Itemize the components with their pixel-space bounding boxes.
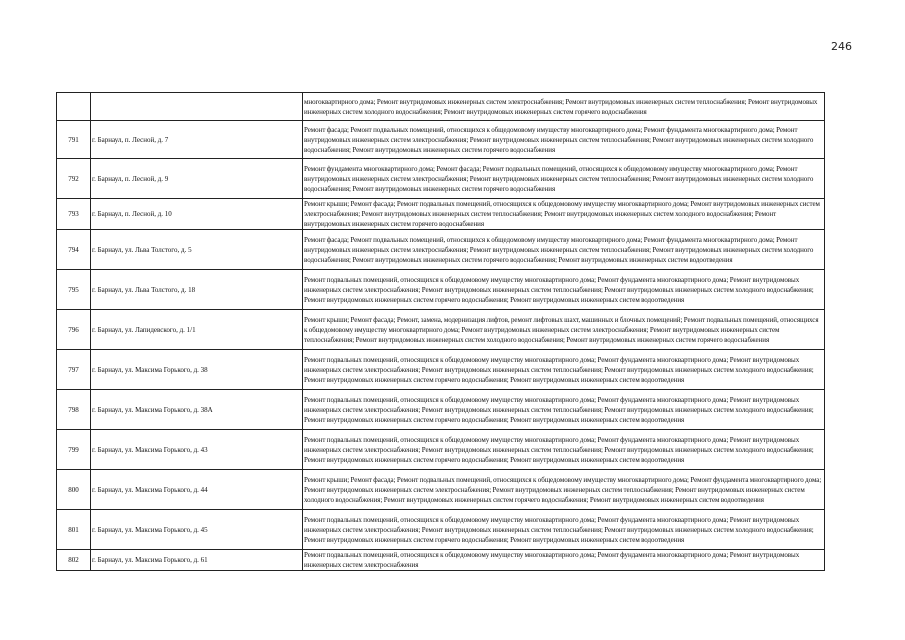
row-works: Ремонт подвальных помещений, относящихся к общедомовому имуществу многоквартирного дома; Ремонт фундамента многоквартирного дома; Ремонт внутридомовых инженерных систем электроснабжения [303, 550, 825, 571]
row-works: Ремонт фасада; Ремонт подвальных помещений, относящихся к общедомовому имуществу многоквартирного дома; Ремонт фундамента многоквартирного дома; Ремонт внутридомовых инженерных систем электроснабжения; Ремонт внутридомовых инженерных систем теплоснабжения; Ремонт внутридомовых инженерных систем холодного водоснабжения; Ремонт внутридомовых инженерных систем горячего водоснабжения; Ремонт внутридомовых инженерных систем водоотведения [303, 230, 825, 270]
registry-body [57, 93, 825, 571]
row-works: Ремонт подвальных помещений, относящихся к общедомовому имуществу многоквартирного дома; Ремонт фундамента многоквартирного дома; Ремонт внутридомовых инженерных систем электроснабжения; Ремонт внутридомовых инженерных систем теплоснабжения; Ремонт внутридомовых инженерных систем холодного водоснабжения; Ремонт внутридомовых инженерных систем горячего водоснабжения; Ремонт внутридомовых инженерных систем водоотведения [303, 430, 825, 470]
table-row [57, 550, 825, 571]
row-address: г. Барнаул, п. Лесной, д. 7 [91, 121, 303, 159]
row-address: г. Барнаул, ул. Лапидевского, д. 1/1 [91, 310, 303, 350]
row-works: Ремонт подвальных помещений, относящихся к общедомовому имуществу многоквартирного дома; Ремонт фундамента многоквартирного дома; Ремонт внутридомовых инженерных систем электроснабжения; Ремонт внутридомовых инженерных систем теплоснабжения; Ремонт внутридомовых инженерных систем холодного водоснабжения; Ремонт внутридомовых инженерных систем горячего водоснабжения; Ремонт внутридомовых инженерных систем водоотведения [303, 390, 825, 430]
row-number: 797 [57, 350, 91, 390]
row-works: многоквартирного дома; Ремонт внутридомовых инженерных систем электроснабжения; Ремонт внутридомовых инженерных систем теплоснабжения; Ремонт внутридомовых инженерных систем холодного водоснабжения; Ремонт внутридомовых инженерных систем горячего водоснабжения [303, 93, 825, 121]
table-row [57, 430, 825, 470]
row-number: 791 [57, 121, 91, 159]
row-number: 793 [57, 199, 91, 230]
row-number: 801 [57, 510, 91, 550]
table-row [57, 93, 825, 121]
row-number: 802 [57, 550, 91, 571]
row-address: г. Барнаул, ул. Максима Горького, д. 44 [91, 470, 303, 510]
row-address: г. Барнаул, ул. Льва Толстого, д. 5 [91, 230, 303, 270]
table-row [57, 230, 825, 270]
row-works: Ремонт фасада; Ремонт подвальных помещений, относящихся к общедомовому имуществу многоквартирного дома; Ремонт фундамента многоквартирного дома; Ремонт внутридомовых инженерных систем электроснабжения; Ремонт внутридомовых инженерных систем теплоснабжения; Ремонт внутридомовых инженерных систем холодного водоснабжения; Ремонт внутридомовых инженерных систем горячего водоснабжения [303, 121, 825, 159]
page-number: 246 [831, 40, 852, 53]
row-number: 798 [57, 390, 91, 430]
row-works: Ремонт подвальных помещений, относящихся к общедомовому имуществу многоквартирного дома; Ремонт фундамента многоквартирного дома; Ремонт внутридомовых инженерных систем электроснабжения; Ремонт внутридомовых инженерных систем теплоснабжения; Ремонт внутридомовых инженерных систем холодного водоснабжения; Ремонт внутридомовых инженерных систем горячего водоснабжения; Ремонт внутридомовых инженерных систем водоотведения [303, 350, 825, 390]
house-registry-table [56, 92, 825, 571]
table-row [57, 199, 825, 230]
row-number: 792 [57, 159, 91, 199]
row-number: 799 [57, 430, 91, 470]
row-address: г. Барнаул, ул. Максима Горького, д. 45 [91, 510, 303, 550]
row-number: 796 [57, 310, 91, 350]
row-address: г. Барнаул, п. Лесной, д. 9 [91, 159, 303, 199]
row-address: г. Барнаул, ул. Максима Горького, д. 61 [91, 550, 303, 571]
table-row [57, 270, 825, 310]
table-row [57, 350, 825, 390]
row-address [91, 93, 303, 121]
table-row [57, 470, 825, 510]
table-row [57, 121, 825, 159]
row-number [57, 93, 91, 121]
row-address: г. Барнаул, ул. Максима Горького, д. 38А [91, 390, 303, 430]
table-row [57, 390, 825, 430]
table-row [57, 159, 825, 199]
row-works: Ремонт крыши; Ремонт фасада; Ремонт, замена, модернизация лифтов, ремонт лифтовых шахт, машинных и блочных помещений; Ремонт подвальных помещений, относящихся к общедомовому имуществу многоквартирного дома; Ремонт внутридомовых инженерных систем электроснабжения; Ремонт внутридомовых инженерных систем теплоснабжения; Ремонт внутридомовых инженерных систем холодного водоснабжения; Ремонт внутридомовых инженерных систем горячего водоснабжения [303, 310, 825, 350]
row-number: 795 [57, 270, 91, 310]
row-works: Ремонт крыши; Ремонт фасада; Ремонт подвальных помещений, относящихся к общедомовому имуществу многоквартирного дома; Ремонт внутридомовых инженерных систем электроснабжения; Ремонт внутридомовых инженерных систем теплоснабжения; Ремонт внутридомовых инженерных систем холодного водоснабжения; Ремонт внутридомовых инженерных систем горячего водоснабжения [303, 199, 825, 230]
row-number: 794 [57, 230, 91, 270]
row-number: 800 [57, 470, 91, 510]
table-row [57, 310, 825, 350]
row-address: г. Барнаул, ул. Максима Горького, д. 38 [91, 350, 303, 390]
row-works: Ремонт подвальных помещений, относящихся к общедомовому имуществу многоквартирного дома; Ремонт фундамента многоквартирного дома; Ремонт внутридомовых инженерных систем электроснабжения; Ремонт внутридомовых инженерных систем теплоснабжения; Ремонт внутридомовых инженерных систем холодного водоснабжения; Ремонт внутридомовых инженерных систем горячего водоснабжения; Ремонт внутридомовых инженерных систем водоотведения [303, 510, 825, 550]
row-works: Ремонт фундамента многоквартирного дома; Ремонт фасада; Ремонт подвальных помещений, относящихся к общедомовому имуществу многоквартирного дома; Ремонт внутридомовых инженерных систем электроснабжения; Ремонт внутридомовых инженерных систем теплоснабжения; Ремонт внутридомовых инженерных систем холодного водоснабжения; Ремонт внутридомовых инженерных систем горячего водоснабжения [303, 159, 825, 199]
row-works: Ремонт крыши; Ремонт фасада; Ремонт подвальных помещений, относящихся к общедомовому имуществу многоквартирного дома; Ремонт фундамента многоквартирного дома; Ремонт внутридомовых инженерных систем электроснабжения; Ремонт внутридомовых инженерных систем теплоснабжения; Ремонт внутридомовых инженерных систем холодного водоснабжения; Ремонт внутридомовых инженерных систем горячего водоснабжения; Ремонт внутридомовых инженерных систем водоотведения [303, 470, 825, 510]
row-address: г. Барнаул, п. Лесной, д. 10 [91, 199, 303, 230]
row-works: Ремонт подвальных помещений, относящихся к общедомовому имуществу многоквартирного дома; Ремонт фундамента многоквартирного дома; Ремонт внутридомовых инженерных систем электроснабжения; Ремонт внутридомовых инженерных систем теплоснабжения; Ремонт внутридомовых инженерных систем холодного водоснабжения; Ремонт внутридомовых инженерных систем горячего водоснабжения; Ремонт внутридомовых инженерных систем водоотведения [303, 270, 825, 310]
table-row [57, 510, 825, 550]
row-address: г. Барнаул, ул. Льва Толстого, д. 18 [91, 270, 303, 310]
row-address: г. Барнаул, ул. Максима Горького, д. 43 [91, 430, 303, 470]
